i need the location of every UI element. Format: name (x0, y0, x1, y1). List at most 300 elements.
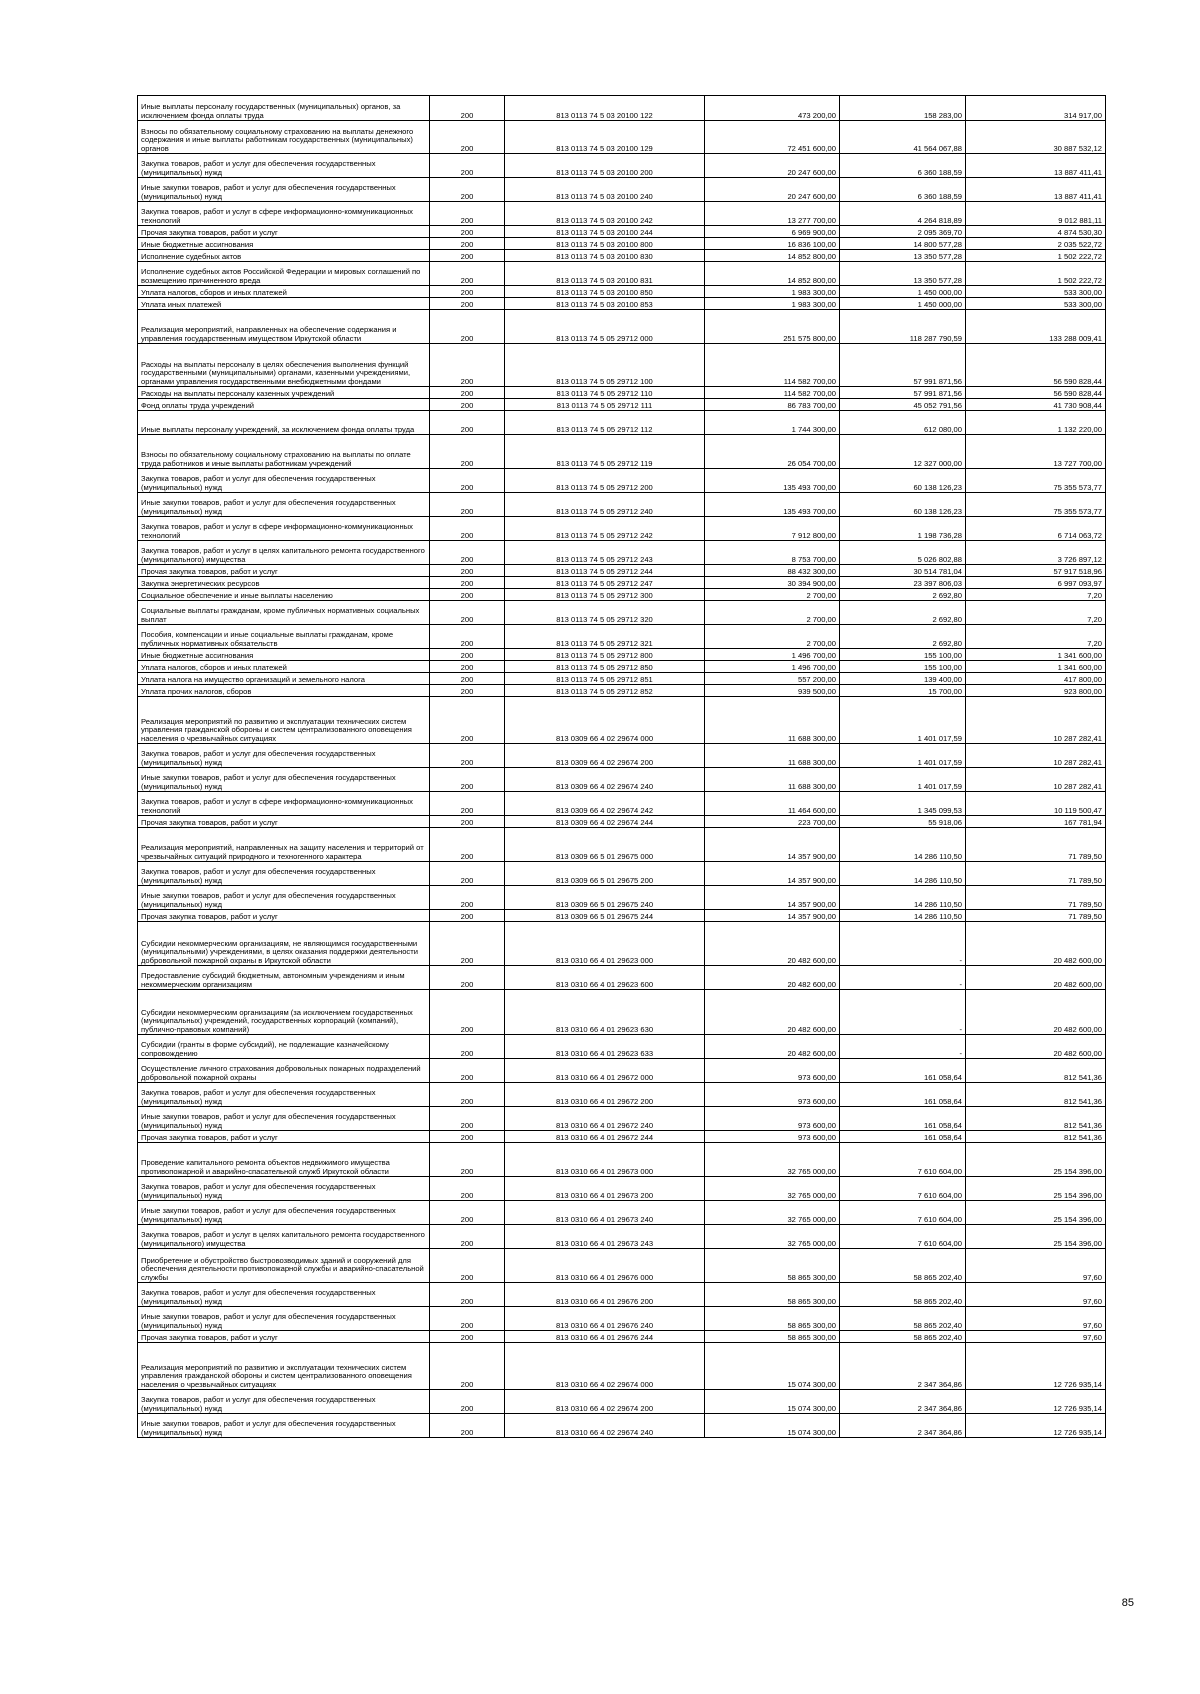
table-row (138, 517, 1106, 541)
row-classification-code-cell: 813 0309 66 5 01 29675 000 (505, 828, 705, 862)
row-executed-amount-cell: 1 345 099,53 (840, 792, 966, 816)
table-row (138, 828, 1106, 862)
row-classification-code-cell: 813 0113 74 5 03 20100 129 (505, 121, 705, 154)
row-unexecuted-amount-cell: 97,60 (966, 1331, 1106, 1343)
row-code-cell: 200 (430, 768, 505, 792)
row-name-cell: Уплата налогов, сборов и иных платежей (138, 286, 430, 298)
table-row (138, 121, 1106, 154)
row-code-cell: 200 (430, 262, 505, 286)
row-unexecuted-amount-cell: 7,20 (966, 625, 1106, 649)
row-code-cell: 200 (430, 649, 505, 661)
row-executed-amount-cell: 5 026 802,88 (840, 541, 966, 565)
row-code-cell: 200 (430, 344, 505, 387)
row-name-cell: Закупка товаров, работ и услуг в сфере информационно-коммуникационных технологий (138, 517, 430, 541)
row-code-cell: 200 (430, 1059, 505, 1083)
row-classification-code-cell: 813 0113 74 5 03 20100 850 (505, 286, 705, 298)
row-unexecuted-amount-cell: 10 287 282,41 (966, 697, 1106, 744)
row-unexecuted-amount-cell: 9 012 881,11 (966, 202, 1106, 226)
row-approved-amount-cell: 6 969 900,00 (705, 226, 840, 238)
row-unexecuted-amount-cell: 12 726 935,14 (966, 1390, 1106, 1414)
row-executed-amount-cell: 155 100,00 (840, 661, 966, 673)
row-executed-amount-cell: 2 347 364,86 (840, 1414, 966, 1438)
row-unexecuted-amount-cell: 71 789,50 (966, 886, 1106, 910)
row-classification-code-cell: 813 0309 66 4 02 29674 242 (505, 792, 705, 816)
row-name-cell: Реализация мероприятий по развитию и эксплуатации технических систем управления гражданской обороны и систем централизованного оповещения населения о чрезвычайных ситуациях (138, 697, 430, 744)
row-classification-code-cell: 813 0113 74 5 05 29712 851 (505, 673, 705, 685)
row-name-cell: Прочая закупка товаров, работ и услуг (138, 1331, 430, 1343)
row-classification-code-cell: 813 0310 66 4 01 29676 244 (505, 1331, 705, 1343)
row-classification-code-cell: 813 0310 66 4 01 29676 200 (505, 1283, 705, 1307)
row-code-cell: 200 (430, 1083, 505, 1107)
row-name-cell: Иные выплаты персоналу государственных (муниципальных) органов, за исключением фонда оплаты труда (138, 96, 430, 121)
row-code-cell: 200 (430, 673, 505, 685)
row-code-cell: 200 (430, 387, 505, 399)
row-name-cell: Закупка товаров, работ и услуг для обеспечения государственных (муниципальных) нужд (138, 862, 430, 886)
row-unexecuted-amount-cell: 1 132 220,00 (966, 411, 1106, 435)
row-unexecuted-amount-cell: 6 997 093,97 (966, 577, 1106, 589)
row-classification-code-cell: 813 0310 66 4 01 29673 243 (505, 1225, 705, 1249)
table-row (138, 886, 1106, 910)
table-row (138, 792, 1106, 816)
row-code-cell: 200 (430, 493, 505, 517)
table-body (138, 96, 1106, 1438)
row-code-cell: 200 (430, 121, 505, 154)
table-row (138, 399, 1106, 411)
row-code-cell: 200 (430, 226, 505, 238)
row-name-cell: Прочая закупка товаров, работ и услуг (138, 565, 430, 577)
row-name-cell: Иные бюджетные ассигнования (138, 649, 430, 661)
row-classification-code-cell: 813 0113 74 5 03 20100 244 (505, 226, 705, 238)
row-code-cell: 200 (430, 286, 505, 298)
row-classification-code-cell: 813 0113 74 5 05 29712 242 (505, 517, 705, 541)
row-unexecuted-amount-cell: 20 482 600,00 (966, 966, 1106, 990)
row-name-cell: Реализация мероприятий по развитию и эксплуатации технических систем управления гражданской обороны и систем централизованного оповещения населения о чрезвычайных ситуациях (138, 1343, 430, 1390)
table-row (138, 601, 1106, 625)
row-classification-code-cell: 813 0310 66 4 01 29623 633 (505, 1035, 705, 1059)
row-classification-code-cell: 813 0310 66 4 01 29672 244 (505, 1131, 705, 1143)
row-unexecuted-amount-cell: 30 887 532,12 (966, 121, 1106, 154)
table-row (138, 990, 1106, 1035)
row-executed-amount-cell: 6 360 188,59 (840, 154, 966, 178)
row-classification-code-cell: 813 0113 74 5 05 29712 244 (505, 565, 705, 577)
table-row (138, 1201, 1106, 1225)
row-name-cell: Социальные выплаты гражданам, кроме публичных нормативных социальных выплат (138, 601, 430, 625)
row-code-cell: 200 (430, 469, 505, 493)
row-executed-amount-cell: 161 058,64 (840, 1131, 966, 1143)
row-classification-code-cell: 813 0113 74 5 05 29712 300 (505, 589, 705, 601)
row-executed-amount-cell: - (840, 990, 966, 1035)
row-code-cell: 200 (430, 1177, 505, 1201)
page-number: 85 (1121, 1597, 1134, 1609)
row-code-cell: 200 (430, 862, 505, 886)
row-executed-amount-cell: 58 865 202,40 (840, 1331, 966, 1343)
table-row (138, 685, 1106, 697)
table-row (138, 816, 1106, 828)
row-name-cell: Субсидии (гранты в форме субсидий), не подлежащие казначейскому сопровождению (138, 1035, 430, 1059)
row-executed-amount-cell: 7 610 604,00 (840, 1177, 966, 1201)
table-row (138, 1249, 1106, 1283)
row-executed-amount-cell: 14 286 110,50 (840, 828, 966, 862)
row-code-cell: 200 (430, 298, 505, 310)
row-classification-code-cell: 813 0310 66 4 01 29623 000 (505, 922, 705, 966)
row-unexecuted-amount-cell: 1 341 600,00 (966, 649, 1106, 661)
row-name-cell: Социальное обеспечение и иные выплаты населению (138, 589, 430, 601)
row-classification-code-cell: 813 0310 66 4 01 29623 630 (505, 990, 705, 1035)
table-row (138, 1343, 1106, 1390)
row-code-cell: 200 (430, 1307, 505, 1331)
row-approved-amount-cell: 13 277 700,00 (705, 202, 840, 226)
row-classification-code-cell: 813 0113 74 5 05 29712 240 (505, 493, 705, 517)
row-executed-amount-cell: 2 095 369,70 (840, 226, 966, 238)
table-row (138, 250, 1106, 262)
row-executed-amount-cell: 15 700,00 (840, 685, 966, 697)
row-approved-amount-cell: 14 852 800,00 (705, 262, 840, 286)
row-approved-amount-cell: 973 600,00 (705, 1107, 840, 1131)
row-name-cell: Закупка товаров, работ и услуг для обеспечения государственных (муниципальных) нужд (138, 154, 430, 178)
row-approved-amount-cell: 20 482 600,00 (705, 922, 840, 966)
row-code-cell: 200 (430, 697, 505, 744)
table-row (138, 1390, 1106, 1414)
row-unexecuted-amount-cell: 71 789,50 (966, 828, 1106, 862)
row-approved-amount-cell: 7 912 800,00 (705, 517, 840, 541)
row-classification-code-cell: 813 0310 66 4 01 29672 200 (505, 1083, 705, 1107)
row-classification-code-cell: 813 0310 66 4 01 29673 200 (505, 1177, 705, 1201)
row-executed-amount-cell: 14 286 110,50 (840, 910, 966, 922)
row-name-cell: Приобретение и обустройство быстровозводимых зданий и сооружений для обеспечения деятельности противопожарной службы и аварийно-спасательной службы (138, 1249, 430, 1283)
row-unexecuted-amount-cell: 12 726 935,14 (966, 1414, 1106, 1438)
row-approved-amount-cell: 11 464 600,00 (705, 792, 840, 816)
row-classification-code-cell: 813 0113 74 5 05 29712 110 (505, 387, 705, 399)
row-classification-code-cell: 813 0309 66 4 02 29674 244 (505, 816, 705, 828)
table-row (138, 768, 1106, 792)
table-row (138, 387, 1106, 399)
row-classification-code-cell: 813 0310 66 4 02 29674 000 (505, 1343, 705, 1390)
row-executed-amount-cell: - (840, 1035, 966, 1059)
table-row (138, 1225, 1106, 1249)
row-approved-amount-cell: 1 496 700,00 (705, 649, 840, 661)
row-code-cell: 200 (430, 96, 505, 121)
row-code-cell: 200 (430, 1249, 505, 1283)
row-code-cell: 200 (430, 601, 505, 625)
row-unexecuted-amount-cell: 812 541,36 (966, 1059, 1106, 1083)
row-classification-code-cell: 813 0113 74 5 05 29712 100 (505, 344, 705, 387)
row-classification-code-cell: 813 0309 66 5 01 29675 200 (505, 862, 705, 886)
row-approved-amount-cell: 114 582 700,00 (705, 344, 840, 387)
row-name-cell: Уплата прочих налогов, сборов (138, 685, 430, 697)
table-row (138, 1283, 1106, 1307)
row-classification-code-cell: 813 0113 74 5 05 29712 852 (505, 685, 705, 697)
table-row (138, 493, 1106, 517)
row-name-cell: Прочая закупка товаров, работ и услуг (138, 1131, 430, 1143)
row-approved-amount-cell: 58 865 300,00 (705, 1249, 840, 1283)
table-row (138, 1059, 1106, 1083)
row-approved-amount-cell: 2 700,00 (705, 625, 840, 649)
row-classification-code-cell: 813 0113 74 5 03 20100 800 (505, 238, 705, 250)
row-code-cell: 200 (430, 238, 505, 250)
row-approved-amount-cell: 135 493 700,00 (705, 469, 840, 493)
row-code-cell: 200 (430, 1143, 505, 1177)
row-name-cell: Исполнение судебных актов Российской Федерации и мировых соглашений по возмещению причиненного вреда (138, 262, 430, 286)
row-executed-amount-cell: 7 610 604,00 (840, 1143, 966, 1177)
row-executed-amount-cell: 1 198 736,28 (840, 517, 966, 541)
row-approved-amount-cell: 557 200,00 (705, 673, 840, 685)
row-code-cell: 200 (430, 1283, 505, 1307)
row-classification-code-cell: 813 0113 74 5 03 20100 853 (505, 298, 705, 310)
row-unexecuted-amount-cell: 71 789,50 (966, 862, 1106, 886)
table-row (138, 649, 1106, 661)
row-classification-code-cell: 813 0113 74 5 05 29712 111 (505, 399, 705, 411)
row-approved-amount-cell: 2 700,00 (705, 589, 840, 601)
row-name-cell: Взносы по обязательному социальному страхованию на выплаты по оплате труда работников и иные выплаты работникам учреждений (138, 435, 430, 469)
row-classification-code-cell: 813 0113 74 5 05 29712 112 (505, 411, 705, 435)
row-classification-code-cell: 813 0113 74 5 03 20100 831 (505, 262, 705, 286)
row-approved-amount-cell: 58 865 300,00 (705, 1331, 840, 1343)
row-classification-code-cell: 813 0310 66 4 01 29672 240 (505, 1107, 705, 1131)
row-name-cell: Закупка товаров, работ и услуг в сфере информационно-коммуникационных технологий (138, 202, 430, 226)
row-executed-amount-cell: 30 514 781,04 (840, 565, 966, 577)
row-unexecuted-amount-cell: 20 482 600,00 (966, 1035, 1106, 1059)
row-classification-code-cell: 813 0113 74 5 05 29712 800 (505, 649, 705, 661)
table-row (138, 1131, 1106, 1143)
row-executed-amount-cell: 1 401 017,59 (840, 744, 966, 768)
row-executed-amount-cell: 1 401 017,59 (840, 697, 966, 744)
row-code-cell: 200 (430, 250, 505, 262)
row-unexecuted-amount-cell: 13 887 411,41 (966, 178, 1106, 202)
table-row (138, 577, 1106, 589)
row-code-cell: 200 (430, 411, 505, 435)
row-name-cell: Прочая закупка товаров, работ и услуг (138, 910, 430, 922)
table-row (138, 1177, 1106, 1201)
row-code-cell: 200 (430, 792, 505, 816)
row-name-cell: Реализация мероприятий, направленных на обеспечение содержания и управления государственным имуществом Иркутской области (138, 310, 430, 344)
row-executed-amount-cell: 612 080,00 (840, 411, 966, 435)
row-executed-amount-cell: 4 264 818,89 (840, 202, 966, 226)
row-executed-amount-cell: 14 800 577,28 (840, 238, 966, 250)
row-classification-code-cell: 813 0310 66 4 01 29672 000 (505, 1059, 705, 1083)
row-name-cell: Иные закупки товаров, работ и услуг для обеспечения государственных (муниципальных) нужд (138, 768, 430, 792)
row-executed-amount-cell: 60 138 126,23 (840, 493, 966, 517)
row-unexecuted-amount-cell: 812 541,36 (966, 1131, 1106, 1143)
row-unexecuted-amount-cell: 2 035 522,72 (966, 238, 1106, 250)
row-approved-amount-cell: 15 074 300,00 (705, 1390, 840, 1414)
row-code-cell: 200 (430, 661, 505, 673)
row-classification-code-cell: 813 0113 74 5 03 20100 240 (505, 178, 705, 202)
row-code-cell: 200 (430, 1107, 505, 1131)
table-row (138, 1331, 1106, 1343)
row-executed-amount-cell: 118 287 790,59 (840, 310, 966, 344)
row-approved-amount-cell: 32 765 000,00 (705, 1225, 840, 1249)
row-approved-amount-cell: 14 852 800,00 (705, 250, 840, 262)
row-executed-amount-cell: 58 865 202,40 (840, 1249, 966, 1283)
row-unexecuted-amount-cell: 7,20 (966, 589, 1106, 601)
table-row (138, 966, 1106, 990)
row-code-cell: 200 (430, 399, 505, 411)
row-name-cell: Пособия, компенсации и иные социальные выплаты гражданам, кроме публичных нормативных обязательств (138, 625, 430, 649)
row-executed-amount-cell: 139 400,00 (840, 673, 966, 685)
row-approved-amount-cell: 32 765 000,00 (705, 1143, 840, 1177)
row-name-cell: Иные закупки товаров, работ и услуг для обеспечения государственных (муниципальных) нужд (138, 1107, 430, 1131)
row-classification-code-cell: 813 0113 74 5 05 29712 320 (505, 601, 705, 625)
row-name-cell: Закупка товаров, работ и услуг в сфере информационно-коммуникационных технологий (138, 792, 430, 816)
row-name-cell: Предоставление субсидий бюджетным, автономным учреждениям и иным некоммерческим организациям (138, 966, 430, 990)
row-classification-code-cell: 813 0309 66 5 01 29675 244 (505, 910, 705, 922)
row-name-cell: Уплата иных платежей (138, 298, 430, 310)
row-executed-amount-cell: - (840, 922, 966, 966)
row-unexecuted-amount-cell: 533 300,00 (966, 286, 1106, 298)
row-classification-code-cell: 813 0113 74 5 05 29712 850 (505, 661, 705, 673)
table-row (138, 178, 1106, 202)
table-row (138, 565, 1106, 577)
row-code-cell: 200 (430, 178, 505, 202)
row-classification-code-cell: 813 0309 66 4 02 29674 240 (505, 768, 705, 792)
row-code-cell: 200 (430, 154, 505, 178)
row-approved-amount-cell: 1 496 700,00 (705, 661, 840, 673)
row-name-cell: Взносы по обязательному социальному страхованию на выплаты денежного содержания и иные выплаты работникам государственных (муниципальных) органов (138, 121, 430, 154)
row-approved-amount-cell: 14 357 900,00 (705, 886, 840, 910)
row-approved-amount-cell: 58 865 300,00 (705, 1283, 840, 1307)
row-code-cell: 200 (430, 966, 505, 990)
row-unexecuted-amount-cell: 20 482 600,00 (966, 990, 1106, 1035)
row-unexecuted-amount-cell: 75 355 573,77 (966, 493, 1106, 517)
row-classification-code-cell: 813 0113 74 5 05 29712 000 (505, 310, 705, 344)
row-unexecuted-amount-cell: 1 502 222,72 (966, 262, 1106, 286)
row-code-cell: 200 (430, 541, 505, 565)
row-executed-amount-cell: 57 991 871,56 (840, 344, 966, 387)
row-code-cell: 200 (430, 1131, 505, 1143)
row-name-cell: Иные закупки товаров, работ и услуг для обеспечения государственных (муниципальных) нужд (138, 886, 430, 910)
row-unexecuted-amount-cell: 56 590 828,44 (966, 387, 1106, 399)
row-code-cell: 200 (430, 828, 505, 862)
table-row (138, 1035, 1106, 1059)
row-code-cell: 200 (430, 435, 505, 469)
row-approved-amount-cell: 14 357 900,00 (705, 910, 840, 922)
row-approved-amount-cell: 20 482 600,00 (705, 990, 840, 1035)
row-name-cell: Закупка товаров, работ и услуг для обеспечения государственных (муниципальных) нужд (138, 1283, 430, 1307)
row-classification-code-cell: 813 0113 74 5 05 29712 321 (505, 625, 705, 649)
row-executed-amount-cell: 161 058,64 (840, 1107, 966, 1131)
table-row (138, 697, 1106, 744)
row-classification-code-cell: 813 0113 74 5 05 29712 119 (505, 435, 705, 469)
table-row (138, 411, 1106, 435)
row-executed-amount-cell: 2 692,80 (840, 625, 966, 649)
row-executed-amount-cell: 6 360 188,59 (840, 178, 966, 202)
row-unexecuted-amount-cell: 25 154 396,00 (966, 1225, 1106, 1249)
row-executed-amount-cell: 14 286 110,50 (840, 862, 966, 886)
table-row (138, 262, 1106, 286)
row-executed-amount-cell: 7 610 604,00 (840, 1225, 966, 1249)
row-code-cell: 200 (430, 886, 505, 910)
row-name-cell: Иные закупки товаров, работ и услуг для обеспечения государственных (муниципальных) нужд (138, 1414, 430, 1438)
row-executed-amount-cell: 1 401 017,59 (840, 768, 966, 792)
table-row (138, 744, 1106, 768)
row-executed-amount-cell: 161 058,64 (840, 1083, 966, 1107)
row-classification-code-cell: 813 0310 66 4 02 29674 200 (505, 1390, 705, 1414)
row-executed-amount-cell: 1 450 000,00 (840, 298, 966, 310)
row-name-cell: Закупка товаров, работ и услуг для обеспечения государственных (муниципальных) нужд (138, 744, 430, 768)
row-executed-amount-cell: 13 350 577,28 (840, 262, 966, 286)
row-executed-amount-cell: 58 865 202,40 (840, 1307, 966, 1331)
row-code-cell: 200 (430, 1201, 505, 1225)
row-classification-code-cell: 813 0310 66 4 01 29676 240 (505, 1307, 705, 1331)
row-name-cell: Иные бюджетные ассигнования (138, 238, 430, 250)
row-executed-amount-cell: 55 918,06 (840, 816, 966, 828)
row-code-cell: 200 (430, 577, 505, 589)
row-classification-code-cell: 813 0309 66 4 02 29674 200 (505, 744, 705, 768)
row-classification-code-cell: 813 0113 74 5 05 29712 247 (505, 577, 705, 589)
row-classification-code-cell: 813 0309 66 4 02 29674 000 (505, 697, 705, 744)
row-unexecuted-amount-cell: 13 727 700,00 (966, 435, 1106, 469)
row-executed-amount-cell: 161 058,64 (840, 1059, 966, 1083)
table-row (138, 238, 1106, 250)
row-executed-amount-cell: 158 283,00 (840, 96, 966, 121)
row-approved-amount-cell: 11 688 300,00 (705, 768, 840, 792)
row-name-cell: Закупка товаров, работ и услуг для обеспечения государственных (муниципальных) нужд (138, 469, 430, 493)
row-unexecuted-amount-cell: 25 154 396,00 (966, 1201, 1106, 1225)
row-executed-amount-cell: 13 350 577,28 (840, 250, 966, 262)
row-code-cell: 200 (430, 565, 505, 577)
row-approved-amount-cell: 15 074 300,00 (705, 1343, 840, 1390)
row-approved-amount-cell: 58 865 300,00 (705, 1307, 840, 1331)
row-executed-amount-cell: 2 692,80 (840, 601, 966, 625)
row-approved-amount-cell: 973 600,00 (705, 1131, 840, 1143)
row-approved-amount-cell: 32 765 000,00 (705, 1177, 840, 1201)
row-approved-amount-cell: 223 700,00 (705, 816, 840, 828)
row-classification-code-cell: 813 0309 66 5 01 29675 240 (505, 886, 705, 910)
row-unexecuted-amount-cell: 923 800,00 (966, 685, 1106, 697)
row-executed-amount-cell: 57 991 871,56 (840, 387, 966, 399)
row-unexecuted-amount-cell: 7,20 (966, 601, 1106, 625)
row-classification-code-cell: 813 0310 66 4 02 29674 240 (505, 1414, 705, 1438)
row-unexecuted-amount-cell: 1 341 600,00 (966, 661, 1106, 673)
table-row (138, 1414, 1106, 1438)
row-classification-code-cell: 813 0310 66 4 01 29623 600 (505, 966, 705, 990)
table-row (138, 625, 1106, 649)
row-unexecuted-amount-cell: 57 917 518,96 (966, 565, 1106, 577)
table-row (138, 1083, 1106, 1107)
row-approved-amount-cell: 86 783 700,00 (705, 399, 840, 411)
row-name-cell: Субсидии некоммерческим организациям, не являющимся государственными (муниципальными) учреждениями, в целях оказания поддержки деятельности добровольной пожарной охраны в Иркутской области (138, 922, 430, 966)
row-unexecuted-amount-cell: 812 541,36 (966, 1107, 1106, 1131)
budget-execution-table (137, 95, 1106, 1438)
row-code-cell: 200 (430, 1331, 505, 1343)
table-row (138, 541, 1106, 565)
row-unexecuted-amount-cell: 56 590 828,44 (966, 344, 1106, 387)
row-unexecuted-amount-cell: 41 730 908,44 (966, 399, 1106, 411)
row-name-cell: Исполнение судебных актов (138, 250, 430, 262)
table-row (138, 910, 1106, 922)
table-row (138, 469, 1106, 493)
row-name-cell: Закупка товаров, работ и услуг для обеспечения государственных (муниципальных) нужд (138, 1390, 430, 1414)
row-approved-amount-cell: 973 600,00 (705, 1083, 840, 1107)
row-name-cell: Иные закупки товаров, работ и услуг для обеспечения государственных (муниципальных) нужд (138, 1307, 430, 1331)
row-executed-amount-cell: 2 692,80 (840, 589, 966, 601)
row-name-cell: Уплата налогов, сборов и иных платежей (138, 661, 430, 673)
row-executed-amount-cell: 2 347 364,86 (840, 1343, 966, 1390)
row-approved-amount-cell: 1 983 300,00 (705, 286, 840, 298)
row-classification-code-cell: 813 0113 74 5 05 29712 243 (505, 541, 705, 565)
row-classification-code-cell: 813 0310 66 4 01 29673 000 (505, 1143, 705, 1177)
row-unexecuted-amount-cell: 75 355 573,77 (966, 469, 1106, 493)
row-approved-amount-cell: 11 688 300,00 (705, 744, 840, 768)
row-code-cell: 200 (430, 202, 505, 226)
row-classification-code-cell: 813 0113 74 5 03 20100 242 (505, 202, 705, 226)
row-unexecuted-amount-cell: 4 874 530,30 (966, 226, 1106, 238)
row-unexecuted-amount-cell: 417 800,00 (966, 673, 1106, 685)
table-row (138, 96, 1106, 121)
row-name-cell: Закупка товаров, работ и услуг в целях капитального ремонта государственного (муниципального) имущества (138, 1225, 430, 1249)
row-executed-amount-cell: 58 865 202,40 (840, 1283, 966, 1307)
row-classification-code-cell: 813 0113 74 5 03 20100 200 (505, 154, 705, 178)
